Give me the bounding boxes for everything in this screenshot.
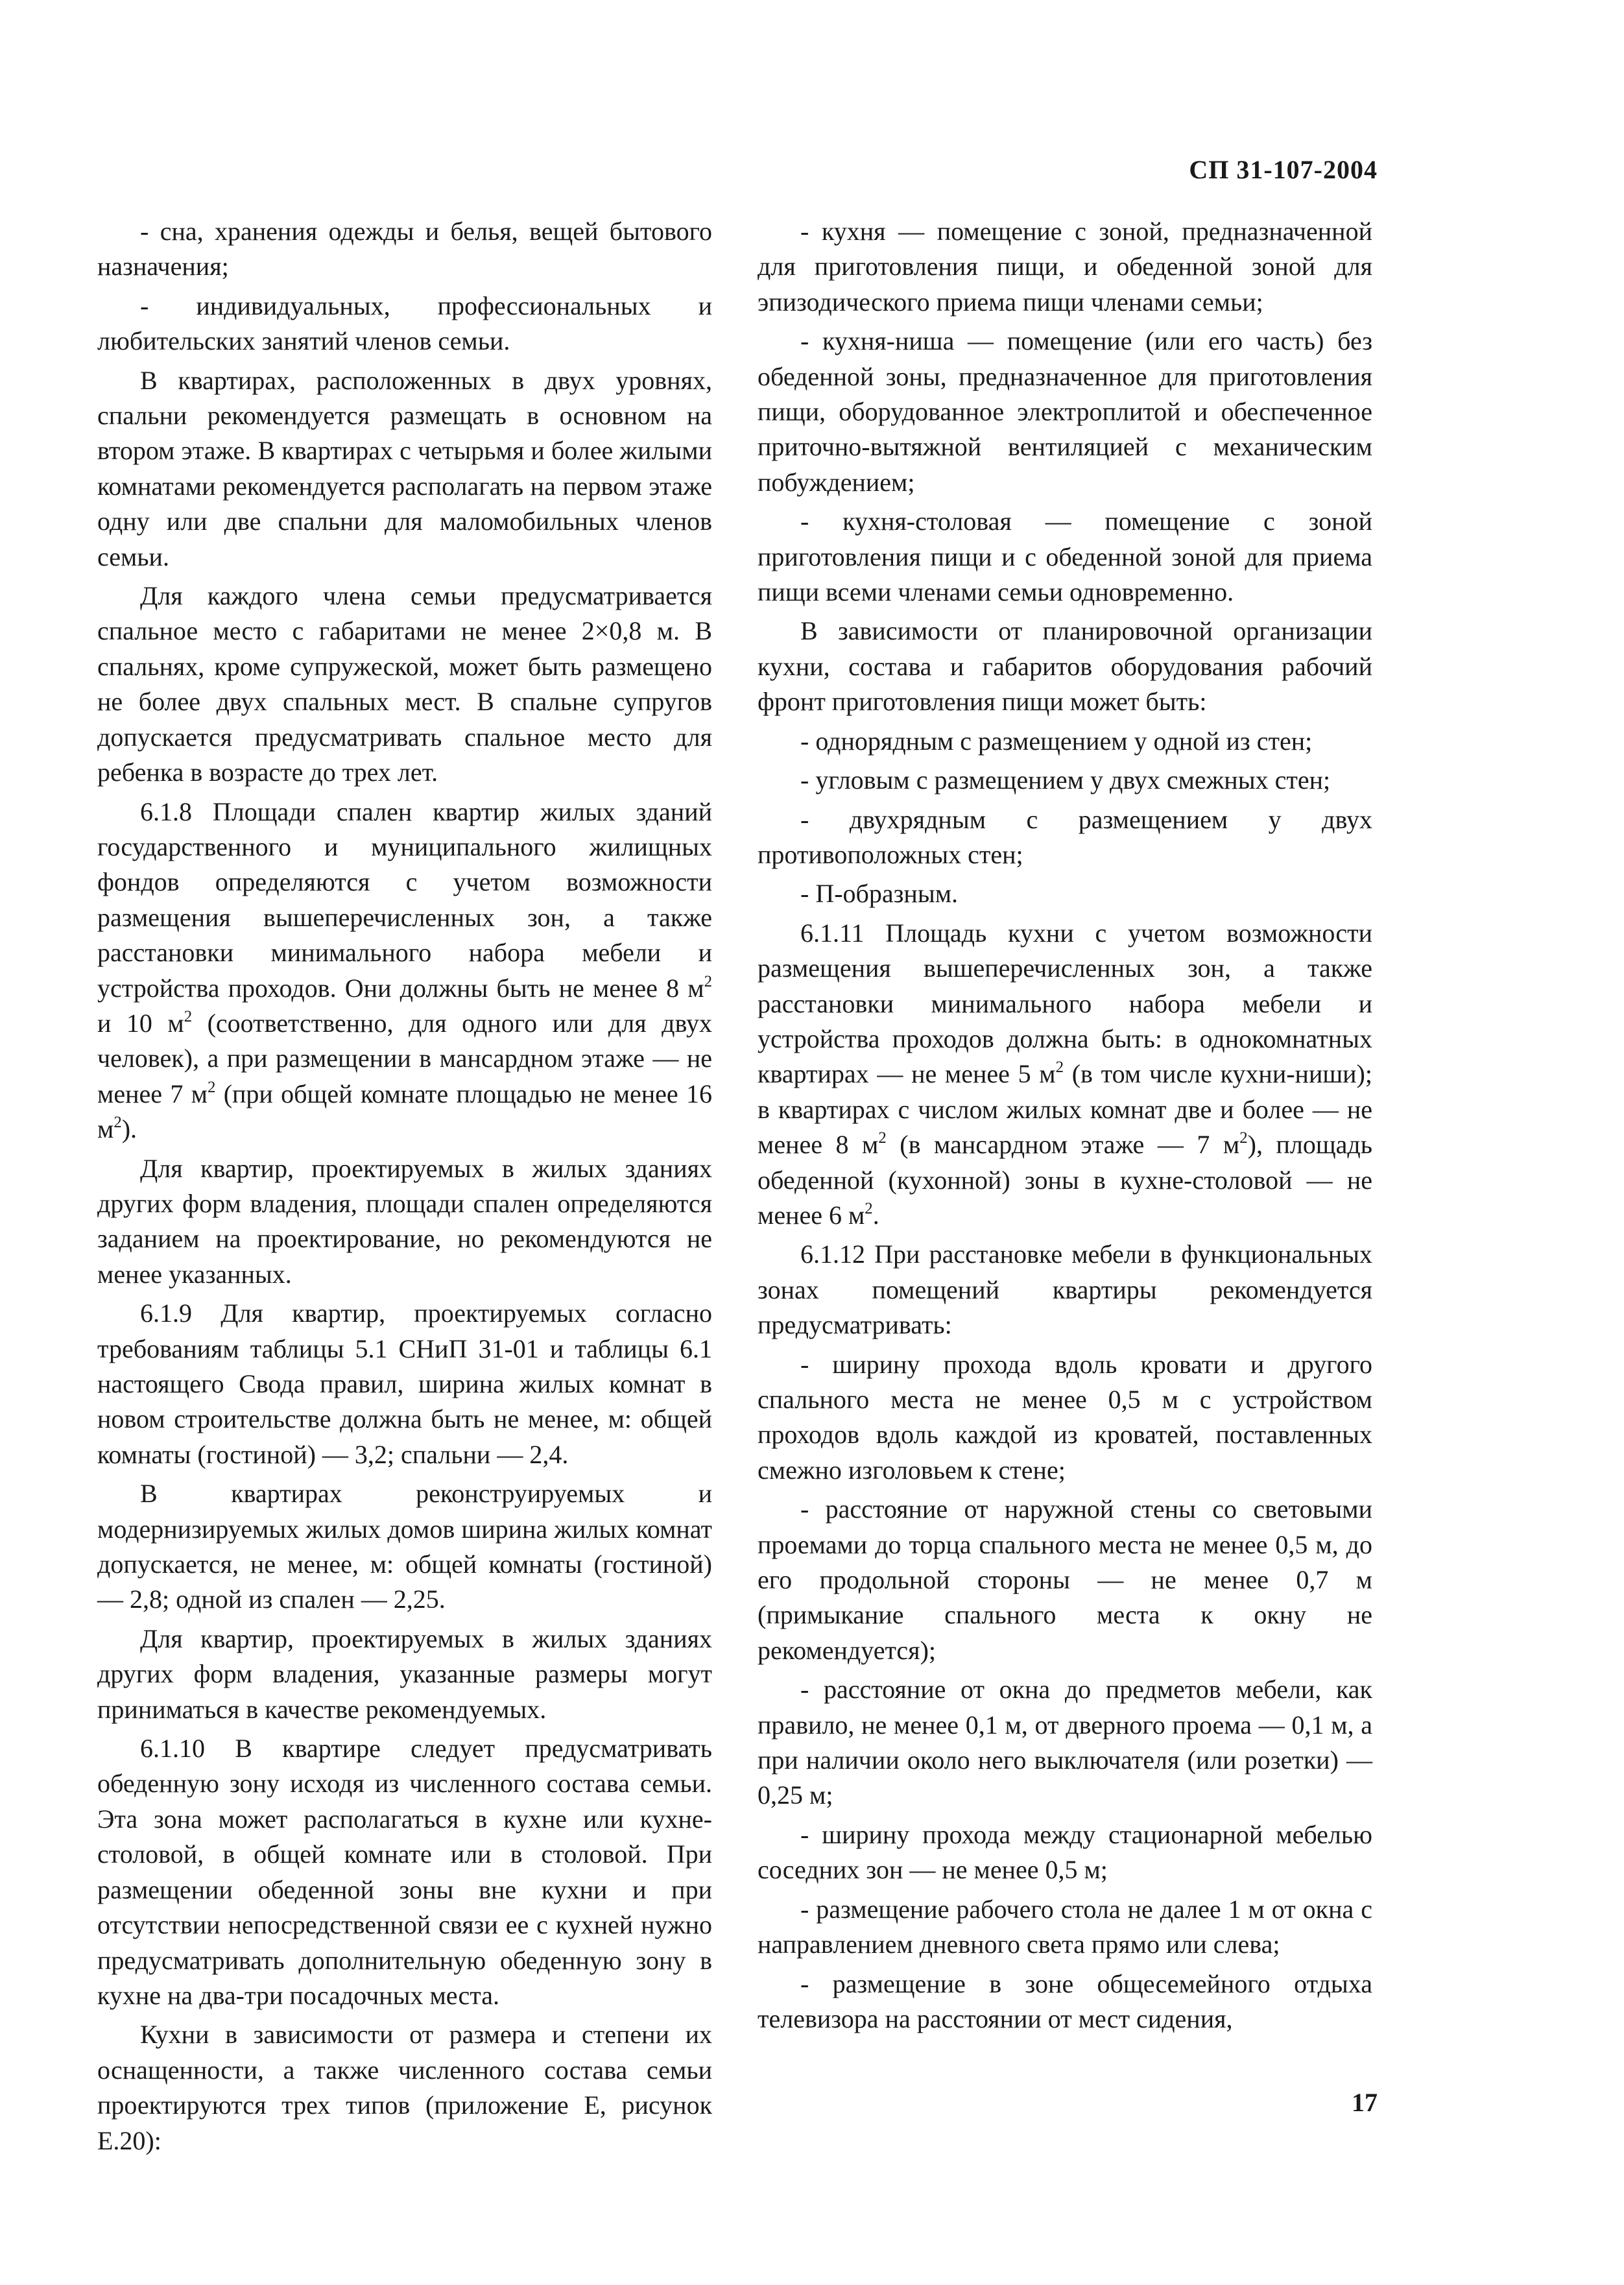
- paragraph: - кухня — помещение с зоной, предназначенной для приготовления пищи, и обеденной зоной для эпизодического приема пищи членами семьи;: [758, 217, 1372, 317]
- paragraph: - кухня-столовая — помещение с зоной приготовления пищи и с обеденной зоной для приема пищи всеми членами семьи одновременно.: [758, 507, 1372, 607]
- paragraph: Кухни в зависимости от размера и степени их оснащенности, а также численного состава семьи проектируются трех типов (приложение Е, рисунок Е.20):: [97, 2020, 712, 2155]
- paragraph: 6.1.11 Площадь кухни с учетом возможности размещения вышеперечисленных зон, а также расстановки минимального набора мебели и устройства проходов должна быть: в однокомнатных квартирах — не менее 5 $м^2$ (в том числе кухни-ниши); в квартирах с числом жилых комнат две и более — не менее 8 $м^2$ (в мансардном этаже — 7 $м^2$), площадь обеденной (кухонной) зоны в кухне-столовой — не менее 6 $м^2$.: [758, 918, 1372, 1230]
- paragraph: В квартирах, расположенных в двух уровнях, спальни рекомендуется размещать в основном на втором этаже. В квартирах с четырьмя и более жилыми комнатами рекомендуется располагать на первом этаже одну или две спальни для маломобильных членов семьи.: [97, 365, 712, 571]
- paragraph: - ширину прохода вдоль кровати и другого спального места не менее 0,5 м с устройством проходов вдоль каждой из кроватей, поставленных смежно изголовьем к стене;: [758, 1349, 1372, 1485]
- paragraph: - П-образным.: [800, 879, 959, 909]
- paragraph: Для квартир, проектируемых в жилых зданиях других форм владения, указанные размеры могут приниматься в качестве рекомендуемых.: [97, 1623, 712, 1724]
- paragraph: - расстояние от наружной стены со световыми проемами до торца спального места не менее 0,5 м, до его продольной стороны — не менее 0,7 м (примыкание спального места к окну не рекомендуется);: [758, 1494, 1372, 1665]
- paragraph: - расстояние от окна до предметов мебели, как правило, не менее 0,1 м, от дверного проема — 0,1 м, а при наличии около него выключателя (или розетки) — 0,25 м;: [758, 1675, 1372, 1810]
- paragraph: 6.1.10 В квартире следует предусматривать обеденную зону исходя из численного состава семьи. Эта зона может располагаться в кухне или кухне-столовой, в общей комнате или в столовой. При размещении обеденной зоны вне кухни и при отсутствии непосредственной связи ее с кухней нужно предусматривать дополнительную обеденную зону в кухне на два-три посадочных места.: [97, 1734, 712, 2010]
- paragraph: В квартирах реконструируемых и модернизируемых жилых домов ширина жилых комнат допускается, не менее, м: общей комнаты (гостиной) — 2,8; одной из спален — 2,25.: [97, 1479, 712, 1614]
- paragraph: - сна, хранения одежды и белья, вещей бытового назначения;: [97, 217, 712, 281]
- paragraph: Для каждого члена семьи предусматривается спальное место с габаритами не менее 2×0,8 м. В спальнях, кроме супружеской, может быть размещено не более двух спальных мест. В спальне супругов допускается предусматривать спальное место для ребенка в возрасте до трех лет.: [97, 581, 712, 787]
- right-column: [758, 214, 1372, 2040]
- paragraph: - угловым с размещением у двух смежных стен;: [800, 765, 1331, 795]
- paragraph: В зависимости от планировочной организации кухни, состава и габаритов оборудования рабочий фронт приготовления пищи может быть:: [758, 616, 1372, 717]
- paragraph: - двухрядным с размещением у двух противоположных стен;: [758, 804, 1372, 869]
- paragraph: - размещение в зоне общесемейного отдыха телевизора на расстоянии от мест сидения,: [758, 1968, 1372, 2033]
- paragraph: - размещение рабочего стола не далее 1 м от окна с направлением дневного света прямо или слева;: [758, 1894, 1372, 1959]
- paragraph: 6.1.8 Площади спален квартир жилых зданий государственного и муниципального жилищных фондов определяются с учетом возможности размещения вышеперечисленных зон, а также расстановки минимального набора мебели и устройства проходов. Они должны быть не менее 8 $м^2$ и 10 $м^2$ (соответственно, для одного или для двух человек), а при размещении в мансардном этаже — не менее 7 $м^2$ (при общей комнате площадью не менее 16 $м^2$).: [97, 796, 713, 1144]
- paragraph: - однорядным с размещением у одной из стен;: [800, 726, 1313, 756]
- paragraph: - кухня-ниша — помещение (или его часть) без обеденной зоны, предназначенное для приготовления пищи, оборудованное электроплитой и обеспеченное приточно-вытяжной вентиляцией с механическим побуждением;: [758, 326, 1372, 497]
- document-code: СП 31-107-2004: [1189, 155, 1378, 184]
- page-number: 17: [1352, 2088, 1378, 2117]
- paragraph: - индивидуальных, профессиональных и любительских занятий членов семьи.: [97, 291, 712, 356]
- paragraph: 6.1.9 Для квартир, проектируемых согласно требованиям таблицы 5.1 СНиП 31-01 и таблицы 6.1 настоящего Свода правил, ширина жилых комнат в новом строительстве должна быть не менее, м: общей комнаты (гостиной) — 3,2; спальни — 2,4.: [97, 1298, 712, 1469]
- paragraph: 6.1.12 При расстановке мебели в функциональных зонах помещений квартиры рекомендуется предусматривать:: [758, 1239, 1372, 1340]
- paragraph: - ширину прохода между стационарной мебелью соседних зон — не менее 0,5 м;: [758, 1819, 1372, 1885]
- left-column: [97, 214, 712, 2162]
- paragraph: Для квартир, проектируемых в жилых зданиях других форм владения, площади спален определяются заданием на проектирование, но рекомендуются не менее указанных.: [97, 1153, 712, 1289]
